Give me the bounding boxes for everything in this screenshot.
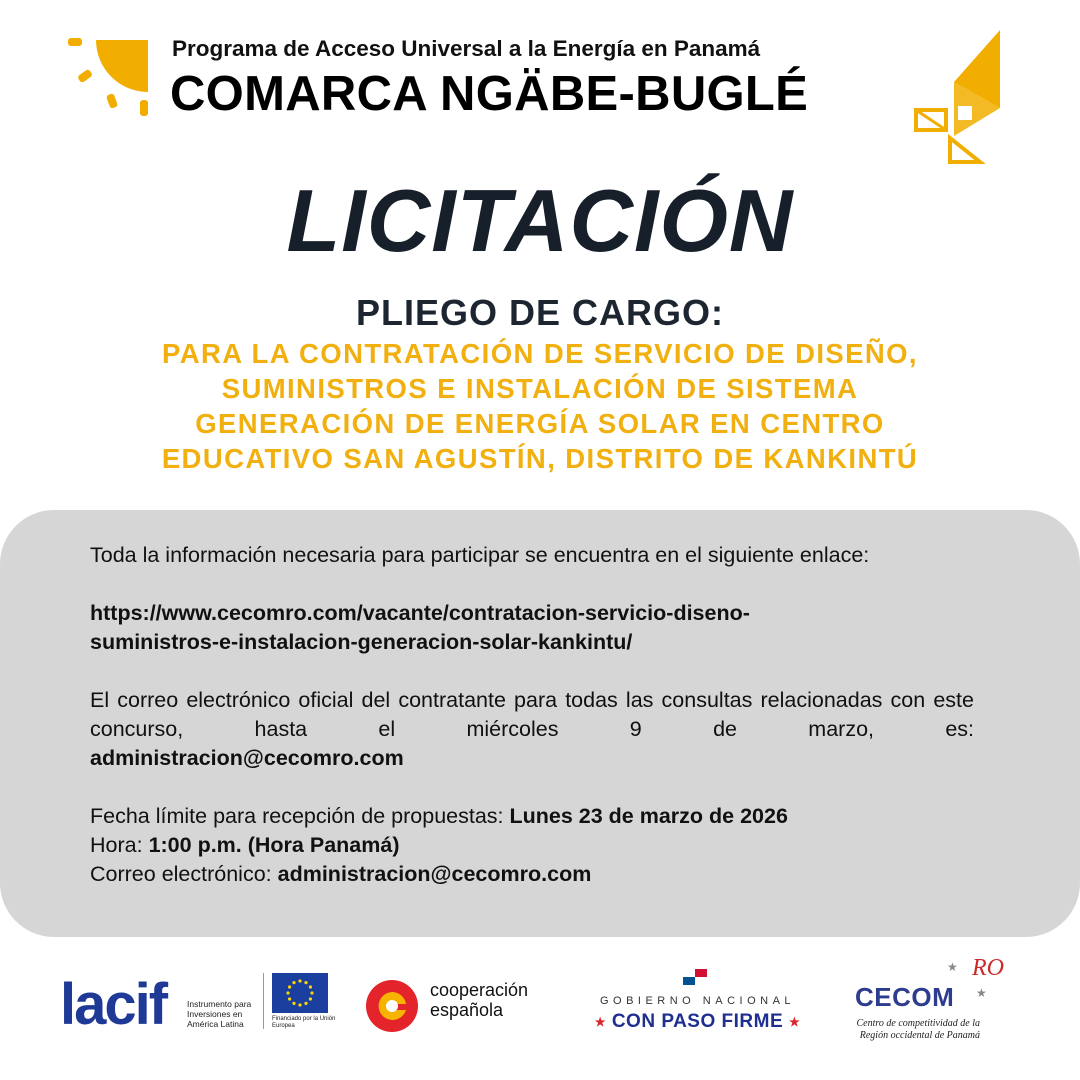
email-paragraph [90,686,974,773]
program-title: COMARCA NGÄBE-BUGLÉ [170,67,809,121]
tender-link-line1[interactable]: https://www.cecomro.com/vacante/contratacion-servicio-diseno- [90,601,750,625]
tender-link[interactable] [90,599,974,657]
deadline-block [90,802,974,889]
info-content [90,541,974,889]
description-line: PARA LA CONTRATACIÓN DE SERVICIO DE DISEÑO, [162,338,918,369]
star-icon: ★ [788,1014,801,1029]
description-line: EDUCATIVO SAN AGUSTÍN, DISTRITO DE KANKINTÚ [161,443,919,474]
star-icon: ★ [594,1014,607,1029]
sun-icon [62,34,152,124]
info-intro: Toda la información necesaria para participar se encuentra en el siguiente enlace: [90,543,870,567]
kite-mark-icon [906,26,1006,166]
contact-value[interactable]: administracion@cecomro.com [277,862,592,886]
lacif-logo: lacif [60,972,167,1037]
star-icon: ★ [976,986,987,1000]
star-icon: ★ [947,960,958,974]
lacif-subtitle: Instrumento para Inversiones en América Latina [187,999,252,1029]
hour-value: 1:00 p.m. (Hora Panamá) [148,833,400,857]
contact-label: Correo electrónico: [90,862,278,886]
gob-slogan: CON PASO FIRME [611,1011,784,1032]
divider [263,973,264,1029]
tender-description [0,336,1080,476]
coop-line2: española [430,1000,504,1020]
email-value[interactable]: administracion@cecomro.com [90,746,404,770]
eu-flag-icon [272,973,328,1013]
cecom-logo: CECOM [855,982,955,1012]
program-subtitle: Programa de Acceso Universal a la Energía en Panamá [172,36,761,61]
deadline-label: Fecha límite para recepción de propuestas: [90,804,510,828]
cecomro-ro: RO [972,955,1004,981]
main-heading: LICITACIÓN [286,171,794,270]
description-line: GENERACIÓN DE ENERGÍA SOLAR EN CENTRO [195,408,885,439]
description-line: SUMINISTROS E INSTALACIÓN DE SISTEMA [221,373,859,404]
cooperacion-espanola-icon [366,980,418,1032]
sub-heading: PLIEGO DE CARGO: [355,292,725,333]
eu-caption: Financiado por la Unión Europea [272,1016,336,1029]
cecom-subtitle: Centro de competitividad de la Región occidental de Panamá [856,1018,980,1041]
sponsor-logos [0,955,1080,1080]
email-text: El correo electrónico oficial del contratante para todas las consultas relacionadas con este concurso, hasta el miércoles 9 de marzo, es: [90,688,974,741]
cooperacion-espanola-text [430,980,528,1020]
con-paso-firme-text [585,1011,810,1033]
deadline-value: Lunes 23 de marzo de 2026 [509,804,788,828]
tender-link-line2[interactable]: suministros-e-instalacion-generacion-solar-kankintu/ [90,630,633,654]
gobierno-nacional-text: GOBIERNO NACIONAL [599,995,796,1007]
coop-line1: cooperación [430,980,529,1000]
panama-flag-icon [683,969,707,985]
hour-label: Hora: [90,833,149,857]
